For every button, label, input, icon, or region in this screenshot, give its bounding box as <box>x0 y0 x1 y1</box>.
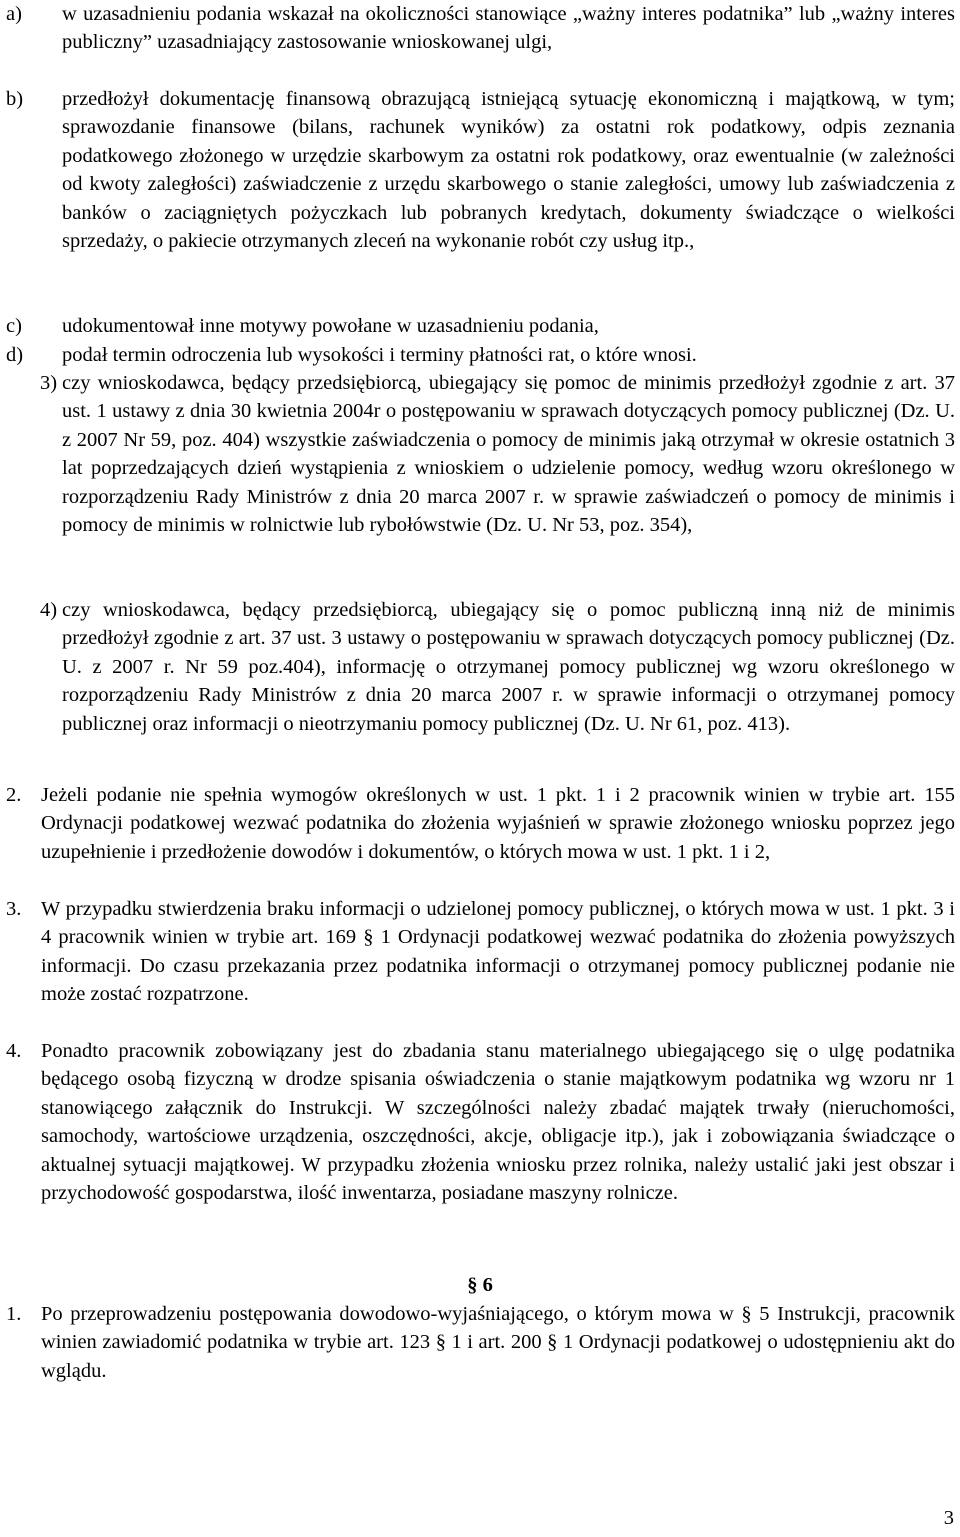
list-marker-3-paren: 3) <box>40 372 58 394</box>
section-list-item-1: Po przeprowadzeniu postępowania dowodowo-wyjaśniającego, o którym mowa w § 5 Instrukcji, pracownik winien zawiadomić podatnika w trybie art. 123 § 1 i art. 200 § 1 Ordynacji podatkowej o udostępnieniu akt do wglądu. <box>41 1303 955 1382</box>
list-marker-4: 4. <box>6 1040 22 1062</box>
list-marker-2: 2. <box>6 784 22 806</box>
list-item-2: Jeżeli podanie nie spełnia wymogów określonych w ust. 1 pkt. 1 i 2 pracownik winien w trybie art. 155 Ordynacji podatkowej wezwać podatnika do złożenia wyjaśnień w sprawie złożonego wniosku poprzez jego uzupełnienie i przedłożenie dowodów i dokumentów, o których mowa w ust. 1 pkt. 1 i 2, <box>41 784 955 863</box>
list-marker-c: c) <box>6 315 22 337</box>
list-marker-a: a) <box>6 3 22 25</box>
list-marker-b: b) <box>6 88 24 110</box>
section-number: 6 <box>482 1274 493 1296</box>
list-item-d: podał termin odroczenia lub wysokości i terminy płatności rat, o które wnosi. <box>62 344 697 366</box>
list-marker-d: d) <box>6 344 24 366</box>
list-item-4-paren: czy wnioskodawca, będący przedsiębiorcą, ubiegający się o pomoc publiczną inną niż de minimis przedłożył zgodnie z art. 37 ust. 3 ustawy o postępowaniu w sprawach dotyczących pomocy publicznej (Dz. U. z 2007 r. Nr 59 poz.404), informację o otrzymanej pomocy publicznej wg wzoru określonego w rozporządzeniu Rady Ministrów z dnia 20 marca 2007 r. w sprawie informacji o otrzymanej pomocy publicznej oraz informacji o nieotrzymaniu pomocy publicznej (Dz. U. Nr 61, poz. 413). <box>62 599 955 735</box>
list-marker-3: 3. <box>6 898 22 920</box>
list-item-3: W przypadku stwierdzenia braku informacji o udzielonej pomocy publicznej, o których mowa w ust. 1 pkt. 3 i 4 pracownik winien w trybie art. 169 § 1 Ordynacji podatkowej wezwać podatnika do złożenia powyższych informacji. Do czasu przekazania przez podatnika informacji o otrzymanej pomocy publicznej podanie nie może zostać rozpatrzone. <box>41 898 955 1006</box>
list-item-b: przedłożył dokumentację finansową obrazującą istniejącą sytuację ekonomiczną i majątkową, w tym; sprawozdanie finansowe (bilans, rachunek wyników) za ostatni rok podatkowy, odpis zeznania podatkowego złożonego w urzędzie skarbowym za ostatni rok podatkowy, oraz ewentualnie (w zależności od kwoty zaległości) zaświadczenie z urzędu skarbowego o stanie zaległości, umowy lub zaświadczenia z banków o zaciągniętych pożyczkach lub pobranych kredytach, dokumenty świadczące o wielkości sprzedaży, o pakiecie otrzymanych zleceń na wykonanie robót czy usług itp., <box>62 88 955 253</box>
list-marker-4-paren: 4) <box>40 599 58 621</box>
list-item-a: w uzasadnieniu podania wskazał na okoliczności stanowiące „ważny interes podatnika” lub „ważny interes publiczny” uzasadniający zastosowanie wnioskowanej ulgi, <box>62 3 955 54</box>
list-item-c: udokumentował inne motywy powołane w uzasadnieniu podania, <box>62 315 599 337</box>
section-heading <box>0 1271 960 1299</box>
list-item-4: Ponadto pracownik zobowiązany jest do zbadania stanu materialnego ubiegającego się o ulgę podatnika będącego osobą fizyczną w drodze spisania oświadczenia o stanie majątkowym podatnika wg wzoru nr 1 stanowiącego załącznik do Instrukcji. W szczególności należy zbadać majątek trwały (nieruchomości, samochody, wartościowe urządzenia, oszczędności, akcje, obligacje itp.), jak i zobowiązania świadczące o aktualnej sytuacji majątkowej. W przypadku złożenia wniosku przez rolnika, należy ustalić jaki jest obszar i przychodowość gospodarstwa, ilość inwentarza, posiadane maszyny rolnicze. <box>41 1040 955 1205</box>
section-mark: § <box>467 1274 478 1296</box>
list-item-3-paren: czy wnioskodawca, będący przedsiębiorcą, ubiegający się pomoc de minimis przedłożył zgodnie z art. 37 ust. 1 ustawy z dnia 30 kwietnia 2004r o postępowaniu w sprawach dotyczących pomocy publicznej (Dz. U. z 2007 Nr 59, poz. 404) wszystkie zaświadczenia o pomocy de minimis jaką otrzymał w okresie ostatnich 3 lat poprzedzających dzień wystąpienia z wnioskiem o udzielenie pomocy, według wzoru określonego w rozporządzeniu Rady Ministrów z dnia 20 marca 2007 r. w sprawie zaświadczeń o pomocy de minimis i pomocy de minimis w rolnictwie lub rybołówstwie (Dz. U. Nr 53, poz. 354), <box>62 372 955 537</box>
section-list-marker-1: 1. <box>6 1303 22 1325</box>
page-number: 3 <box>943 1507 954 1529</box>
